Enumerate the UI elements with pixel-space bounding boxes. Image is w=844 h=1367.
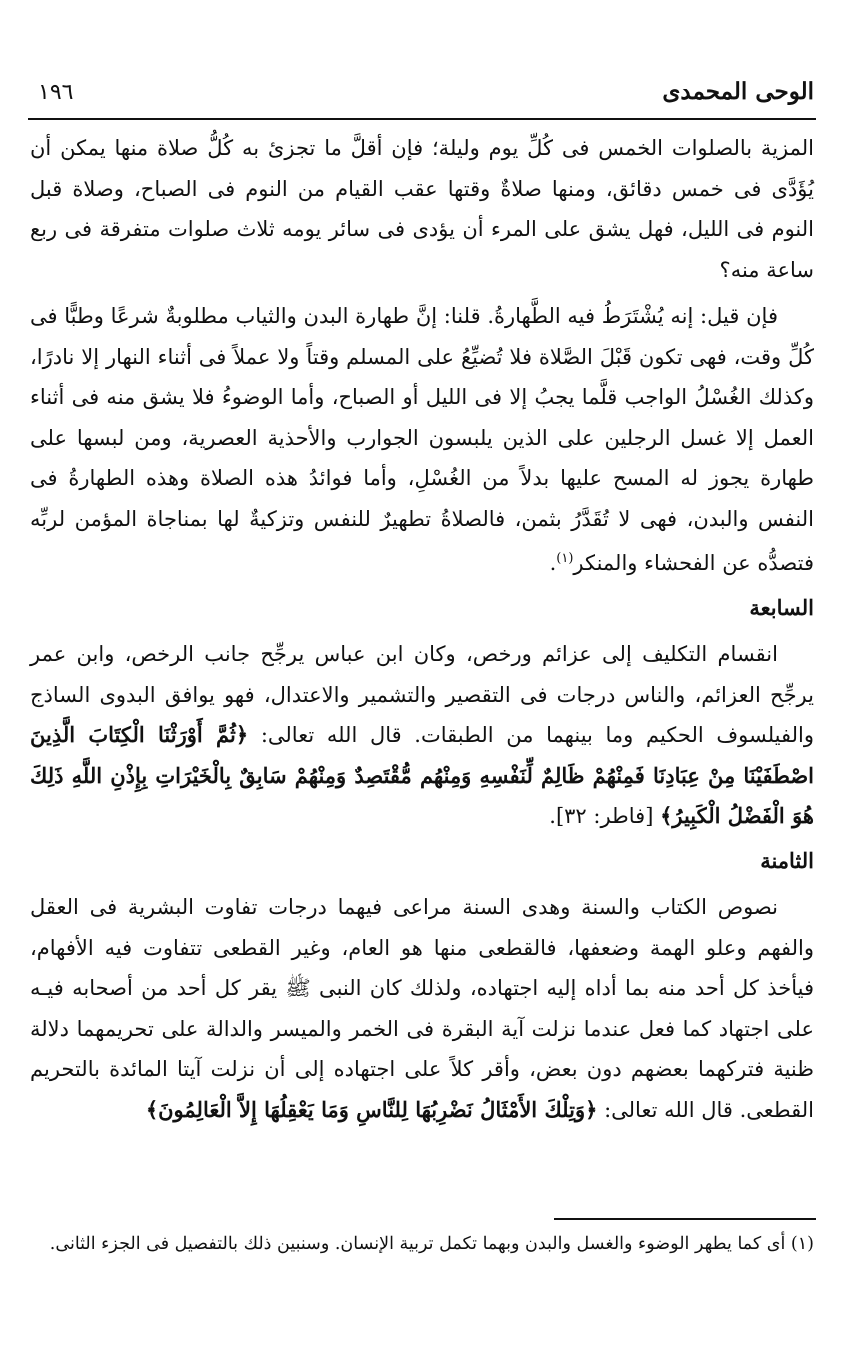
quran-verse-ankabut: ﴿وَتِلْكَ الأَمْثَالُ نَضْرِبُهَا لِلنَّاسِ وَمَا يَعْقِلُهَا إِلاَّ الْعَالِمُونَ﴾ [145, 1096, 598, 1122]
section-heading-seventh: السابعة [749, 594, 814, 620]
body-text [30, 128, 814, 1130]
footnote: (١) أى كما يطهر الوضوء والغسل والبدن وبهما تكمل تربية الإنسان. وسنبين ذلك بالتفصيل فى الجزء الثانى. [49, 1234, 814, 1254]
footnote-reference: (١) [556, 551, 574, 566]
running-title: الوحى المحمدى [662, 78, 814, 105]
paragraph-4 [30, 887, 814, 1130]
paragraph-2 [30, 296, 814, 584]
footnote-rule [554, 1218, 816, 1220]
paragraph-2-text: فإن قيل: إنه يُشْتَرَطُ فيه الطَّهارةُ. قلنا: إنَّ طهارة البدن والثياب مطلوبةٌ شرعًا وطبًّا فى كُلِّ وقت، فهى تكون قَبْلَ الصَّلاة فلا تُضيِّعُ على المسلم وقتاً ولا عملاً فى أثناء النهار إلا نادرًا، وكذلك الغُسْلُ الواجب قلَّما يجبُ إلا فى الليل أو الصباح، وأما الوضوءُ فلا يشق منه فى أثناء العمل إلا غسل الرجلين على الذين يلبسون الجوارب والأحذية العصرية، ومن لبسها على طهارة يجوز له المسح عليها بدلاً من الغُسْلِ، وأما فوائدُ هذه الصلاة وهذه الطهارةُ فى النفس والبدن، فهى لا تُقَدَّرُ بثمن، فالصلاةُ تطهيرٌ للنفس وتزكيةٌ لها بمناجاة المؤمن لربِّه فتصدُّه عن الفحشاء والمنكر [30, 304, 814, 575]
paragraph-3 [30, 634, 814, 837]
paragraph-2-end: . [549, 551, 557, 575]
header-rule [28, 118, 816, 120]
paragraph-1-text: المزية بالصلوات الخمس فى كُلِّ يوم وليلة؛ فإن أقلَّ ما تجزئ به كُلُّ صلاة منها يمكن أن يُؤَدَّى فى خمس دقائق، ومنها صلاةٌ وقتها عقب القيام من النوم فى الصباح، وصلاة قبل النوم فى الليل، فهل يشق على المرء أن يؤدى فى سائر يومه ثلاث صلوات متفرقة فى ربع ساعة منه؟ [30, 136, 814, 282]
paragraph-1 [30, 128, 814, 290]
quran-citation: [فاطر: ٣٢]. [549, 804, 654, 828]
paragraph-4-text: نصوص الكتاب والسنة وهدى السنة مراعى فيهما درجات تفاوت البشرية فى العقل والفهم وعلو الهمة وضعفها، فالقطعى منها هو العام، وغير القطعى تتفاوت فيه الأفهام، فيأخذ كل أحد منه بما أداه إليه اجتهاده، ولذلك كان النبى ﷺ يقر كل أحد من أصحابه فيـه على اجتهاد كما فعل عندما نزلت آية البقرة فى الخمر والميسر والدالة على تحريمهما دلالة ظنية فتركهما بعضهم دون بعض، وأقر كلاً على اجتهاده إلى أن نزلت آيتا المائدة بالتحريم القطعى. قال الله تعالى: [30, 895, 814, 1122]
paragraph-3-text: انقسام التكليف إلى عزائم ورخص، وكان ابن عباس يرجِّح جانب الرخص، وابن عمر يرجِّح العزائم، والناس درجات فى التقصير والتشمير والاعتدال، فهو يوافق البدوى الساذج والفيلسوف الحكيم وما بينهما من الطبقات. قال الله تعالى: [30, 642, 814, 747]
page-number: ١٩٦ [38, 80, 74, 105]
quran-verse-fatir: ﴿ثُمَّ أَوْرَثْنَا الْكِتَابَ الَّذِينَ اصْطَفَيْنَا مِنْ عِبَادِنَا فَمِنْهُمْ ظَالِمٌ لِّنَفْسِهِ وَمِنْهُم مُّقْتَصِدٌ وَمِنْهُمْ سَابِقٌ بِالْخَيْرَاتِ بِإِذْنِ اللَّهِ ذَلِكَ هُوَ الْفَضْلُ الْكَبِيرُ﴾ [30, 722, 814, 828]
section-heading-eighth: الثامنة [760, 847, 814, 873]
page-header [30, 78, 814, 112]
